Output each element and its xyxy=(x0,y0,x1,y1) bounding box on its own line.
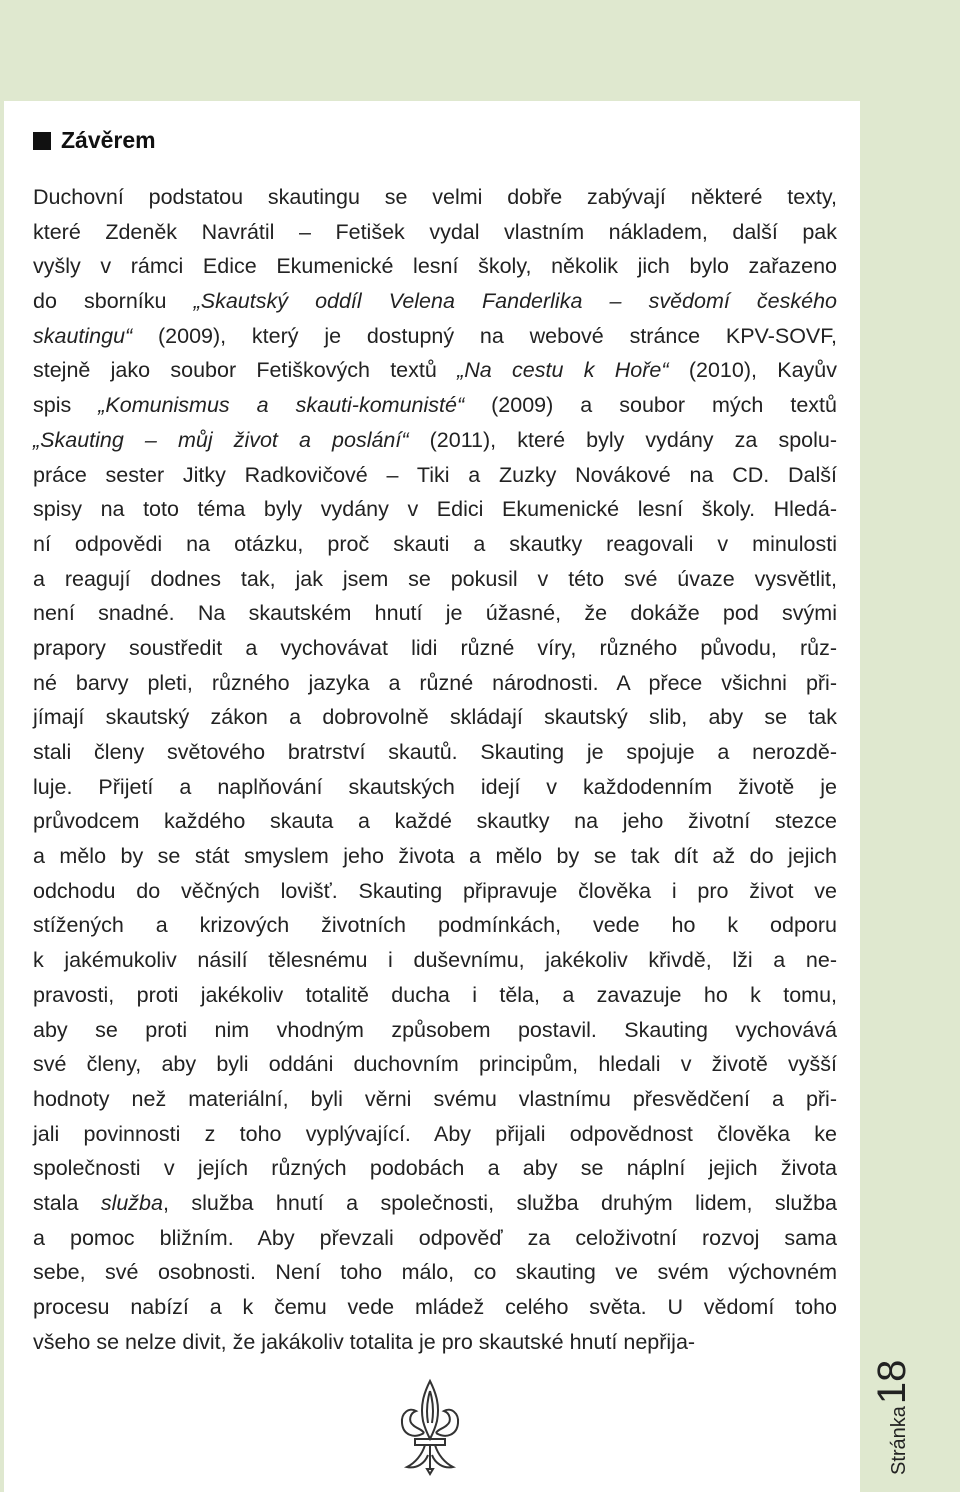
text-line xyxy=(33,492,837,527)
text-segment: odchodu do věčných lovišť. Skauting připravuje člověka i pro život ve xyxy=(33,878,837,903)
text-segment: vyšly v rámci Edice Ekumenické lesní školy, několik jich bylo zařazeno xyxy=(33,254,837,279)
text-line xyxy=(33,527,837,562)
text-segment: (2011), které byly vydány za spolu- xyxy=(408,427,837,452)
text-line xyxy=(33,1290,837,1325)
italic-text: „Skautský oddíl Velena Fanderlika – svědomí českého xyxy=(193,289,837,314)
text-line xyxy=(33,770,837,805)
section-heading xyxy=(33,127,156,154)
text-segment: (2009) a soubor mých textů xyxy=(464,393,837,418)
fleur-de-lis-icon xyxy=(397,1377,463,1477)
text-segment: ní odpovědi na otázku, proč skauti a skautky reagovali v minulosti xyxy=(33,531,837,556)
text-segment: spis xyxy=(33,393,99,418)
text-segment: do sborníku xyxy=(33,289,194,314)
text-segment: Duchovní podstatou skautingu se velmi dobře zabývají některé texty, xyxy=(33,185,837,209)
text-segment: (2009), který je dostupný na webové stránce KPV-SOVF, xyxy=(132,323,837,348)
text-segment: stala xyxy=(33,1190,101,1215)
text-line xyxy=(33,700,837,735)
text-line xyxy=(33,353,837,388)
text-line xyxy=(33,1325,837,1360)
text-line xyxy=(33,562,837,597)
italic-text: skautingu“ xyxy=(33,323,133,348)
text-segment: aby se proti nim vhodným způsobem postavil. Skauting vychovává xyxy=(33,1017,837,1042)
page-number-value: 18 xyxy=(870,1359,914,1405)
italic-text: služba xyxy=(100,1190,163,1215)
text-line xyxy=(33,1047,837,1082)
text-segment: (2010), Kayův xyxy=(668,358,838,383)
text-segment: procesu nabízí a k čemu vede mládež celého světa. U vědomí toho xyxy=(33,1295,837,1319)
text-line xyxy=(33,908,837,943)
body-paragraph xyxy=(33,180,837,1359)
text-segment: není snadné. Na skautském hnutí je úžasné, že dokáže pod svými xyxy=(33,601,837,626)
text-segment: pravosti, proti jakékoliv totalitě ducha i těla, a zavazuje ho k tomu, xyxy=(33,982,837,1007)
text-line xyxy=(33,735,837,770)
text-line xyxy=(33,1151,837,1186)
text-segment: prapory soustředit a vychovávat lidi různé víry, různého původu, růz- xyxy=(33,635,837,660)
text-segment: spisy na toto téma byly vydány v Edici Ekumenické lesní školy. Hledá- xyxy=(33,497,837,522)
text-segment: stejně jako soubor Fetiškových textů xyxy=(33,358,458,383)
text-segment: , služba hnutí a společnosti, služba druhým lidem, služba xyxy=(162,1190,838,1215)
text-segment: práce sester Jitky Radkovičové – Tiki a Zuzky Novákové na CD. Další xyxy=(33,462,837,487)
text-segment: stali členy světového bratrství skautů. Skauting je spojuje a nerozdě- xyxy=(33,740,837,764)
text-segment: průvodcem každého skauta a každé skautky na jeho životní stezce xyxy=(33,809,837,834)
text-segment: které Zdeněk Navrátil – Fetišek vydal vlastním nákladem, další pak xyxy=(33,219,837,244)
text-segment: společnosti v jejích různých podobách a aby se náplní jejich života xyxy=(33,1156,837,1181)
text-segment: a reagují dodnes tak, jak jsem se pokusil v této své úvaze vysvětlit, xyxy=(33,566,837,591)
text-line xyxy=(33,943,837,978)
text-segment: hodnoty než materiální, byli věrni svému vlastnímu přesvědčení a při- xyxy=(33,1086,837,1111)
text-line xyxy=(33,458,837,493)
text-segment: své členy, aby byli oddáni duchovním principům, hledali v životě vyšší xyxy=(33,1052,837,1077)
text-line xyxy=(33,423,837,458)
text-segment: luje. Přijetí a naplňování skautských idejí v každodenním životě je xyxy=(33,774,837,799)
page-label: Stránka xyxy=(888,1406,910,1475)
text-line xyxy=(33,874,837,909)
text-line xyxy=(33,839,837,874)
text-segment: všeho se nelze divit, že jakákoliv totalita je pro skautské hnutí nepřija- xyxy=(33,1329,696,1354)
italic-text: „Na cestu k Hoře“ xyxy=(457,358,669,383)
text-line xyxy=(33,596,837,631)
text-line xyxy=(33,978,837,1013)
italic-text: „Skauting – můj život a poslání“ xyxy=(33,427,409,452)
text-line xyxy=(33,1186,837,1221)
text-line xyxy=(33,388,837,423)
text-line xyxy=(33,666,837,701)
document-page xyxy=(4,101,860,1492)
square-bullet-icon xyxy=(33,132,51,150)
text-line xyxy=(33,1082,837,1117)
text-line xyxy=(33,1255,837,1290)
text-line xyxy=(33,180,837,215)
text-line xyxy=(33,319,837,354)
text-line xyxy=(33,1221,837,1256)
text-line xyxy=(33,284,837,319)
text-segment: sebe, své osobnosti. Není toho málo, co skauting ve svém výchovném xyxy=(33,1260,837,1285)
text-line xyxy=(33,215,837,250)
text-segment: a pomoc bližním. Aby převzali odpověď za celoživotní rozvoj sama xyxy=(33,1225,837,1250)
italic-text: „Komunismus a skauti-komunisté“ xyxy=(98,393,465,418)
text-line xyxy=(33,1013,837,1048)
text-line xyxy=(33,249,837,284)
text-line xyxy=(33,804,837,839)
page-number xyxy=(870,1335,930,1475)
text-segment: stížených a krizových životních podmínkách, vede ho k odporu xyxy=(33,913,837,938)
text-segment: a mělo by se stát smyslem jeho života a mělo by se tak dít až do jejich xyxy=(33,844,837,869)
section-heading-text: Závěrem xyxy=(61,127,156,153)
text-line xyxy=(33,631,837,666)
text-segment: jali povinnosti z toho vyplývající. Aby přijali odpovědnost člověka ke xyxy=(33,1121,837,1146)
text-segment: k jakémukoliv násilí tělesnému i duševnímu, jakékoliv křivdě, lži a ne- xyxy=(33,948,837,973)
text-segment: jímají skautský zákon a dobrovolně skládají skautský slib, aby se tak xyxy=(33,705,837,730)
text-segment: né barvy pleti, různého jazyka a různé národnosti. A přece všichni při- xyxy=(33,670,837,695)
text-line xyxy=(33,1117,837,1152)
